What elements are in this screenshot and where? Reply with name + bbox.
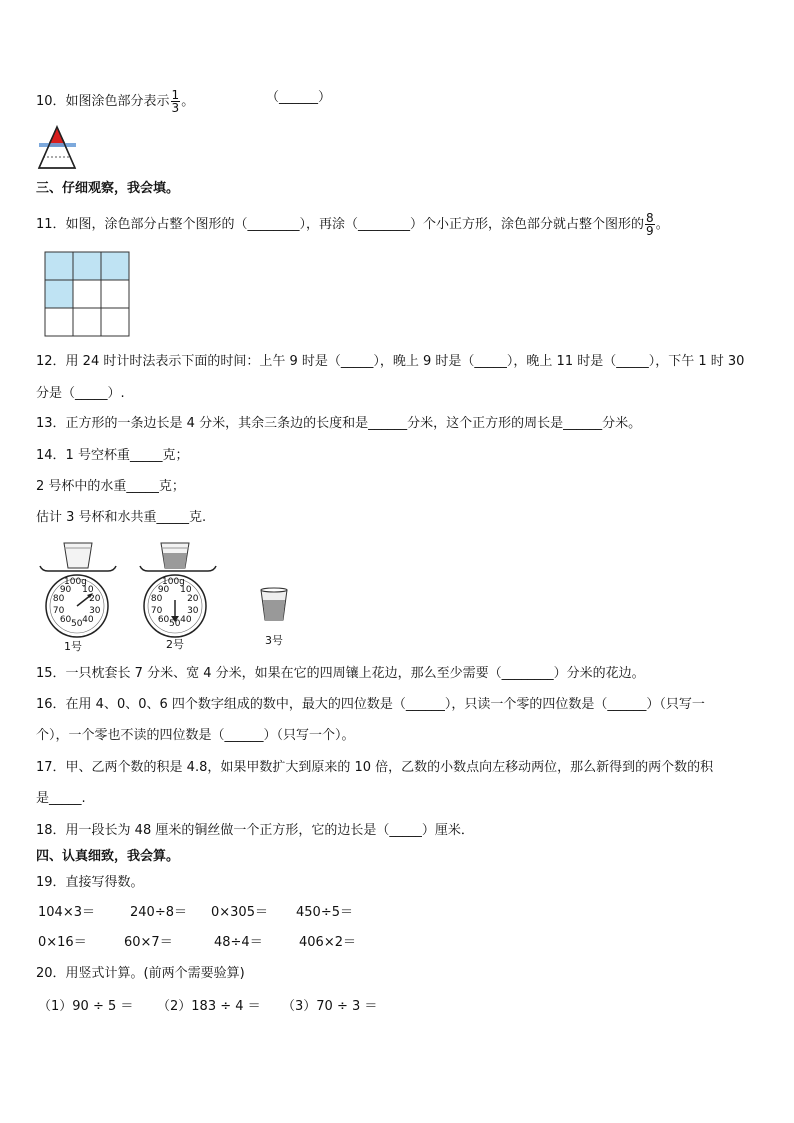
calc-item: 0×305＝: [211, 905, 268, 920]
q11-fraction: [645, 212, 655, 237]
grid-cell: [101, 308, 129, 336]
grid-cell: [73, 280, 101, 308]
calc-item: 406×2＝: [299, 935, 356, 950]
question-14-line3: 估计 3 号杯和水共重_____克.: [36, 510, 207, 525]
scale-2-label: 2号: [166, 638, 184, 651]
q11-suffix: 。: [655, 217, 669, 232]
calc-item: 240÷8＝: [130, 905, 187, 920]
grid-cell: [45, 308, 73, 336]
question-12-line2: 分是（_____）.: [36, 386, 125, 401]
frac-denominator: 3: [171, 101, 180, 115]
dial-tick-label: 20: [187, 594, 199, 605]
calc-item: 450÷5＝: [296, 905, 353, 920]
vertical-calc-item: （2）183 ÷ 4 ＝: [157, 999, 261, 1014]
question-10: [36, 89, 194, 114]
vertical-calc-item: （3）70 ÷ 3 ＝: [282, 999, 378, 1014]
grid-cell: [101, 252, 129, 280]
dial-tick-label: 50: [169, 619, 181, 629]
question-17-line1: 17．甲、乙两个数的积是 4.8，如果甲数扩大到原来的 10 倍，乙数的小数点向左移动两位，那么新得到的两个数的积: [36, 760, 714, 775]
calc-item: 60×7＝: [124, 935, 173, 950]
grid-cell: [101, 280, 129, 308]
question-15: 15．一只枕套长 7 分米、宽 4 分米，如果在它的四周镶上花边，那么至少需要（________）分米的花边。: [36, 666, 645, 681]
dial-tick-label: 50: [71, 619, 83, 629]
q10-suffix: 。: [181, 94, 195, 109]
q10-answer-blank[interactable]: （______）: [266, 90, 332, 105]
dial-tick-label: 30: [89, 605, 101, 616]
q11-text: 11．如图，涂色部分占整个图形的（________），再涂（________）个小正方形，涂色部分就占整个图形的: [36, 217, 645, 232]
question-16-line1: 16．在用 4、0、0、6 四个数字组成的数中，最大的四位数是（______），只读一个零的四位数是（______）（只写一: [36, 697, 705, 712]
dial-tick-label: 10: [82, 584, 94, 595]
question-17-line2: 是_____.: [36, 791, 86, 806]
cup-3-label: 3号: [265, 634, 283, 647]
grid-cell: [45, 252, 73, 280]
section-3-title: 三、仔细观察，我会填。: [36, 181, 180, 196]
question-14-line1: 14．1 号空杯重_____克；: [36, 448, 189, 463]
question-20-title: 20．用竖式计算。(前两个需要验算): [36, 966, 245, 981]
frac-numerator: 1: [171, 88, 180, 102]
question-11: [36, 212, 669, 237]
calc-item: 104×3＝: [38, 905, 95, 920]
q10-text: 10．如图涂色部分表示: [36, 94, 170, 109]
dial-tick-label: 60: [59, 615, 72, 626]
vertical-calc-item: （1）90 ÷ 5 ＝: [38, 999, 134, 1014]
question-16-line2: 个），一个零也不读的四位数是（______）（只写一个）。: [36, 728, 355, 743]
cup-3: [261, 588, 287, 620]
q10-fraction: [171, 89, 181, 114]
dial-tick-label: 60: [157, 615, 170, 626]
question-12-line1: 12．用 24 时计时法表示下面的时间：上午 9 时是（_____），晚上 9 时是（_____），晚上 11 时是（_____），下午 1 时 30: [36, 354, 745, 369]
dial-tick-label: 90: [157, 584, 170, 595]
scale-1-label: 1号: [64, 640, 82, 653]
dial-tick-label: 40: [180, 615, 192, 626]
grid-cell: [73, 252, 101, 280]
dial-tick-label: 70: [52, 605, 65, 616]
dial-tick-label: 80: [150, 594, 163, 605]
q10-figure: [36, 124, 82, 170]
calc-item: 0×16＝: [38, 935, 87, 950]
section-4-title: 四、认真细致，我会算。: [36, 849, 180, 864]
grid-cell: [73, 308, 101, 336]
q11-grid: [44, 251, 132, 339]
frac-numerator: 8: [646, 211, 654, 225]
question-13: 13．正方形的一条边长是 4 分米，其余三条边的长度和是______分米，这个正方形的周长是______分米。: [36, 416, 642, 431]
dial-tick-label: 90: [59, 584, 72, 595]
dial-tick-label: 10: [180, 584, 192, 595]
dial-tick-label: 40: [82, 615, 94, 626]
question-18: 18．用一段长为 48 厘米的铜丝做一个正方形，它的边长是（_____）厘米．: [36, 823, 474, 838]
dial-tick-label: 20: [89, 594, 101, 605]
scale1-dial-top: 100g: [64, 577, 87, 587]
dial-tick-label: 70: [150, 605, 163, 616]
grid-cell: [45, 280, 73, 308]
frac-denominator: 9: [646, 224, 654, 238]
question-19-title: 19．直接写得数。: [36, 875, 144, 890]
dial-tick-label: 30: [187, 605, 199, 616]
question-14-line2: 2 号杯中的水重_____克；: [36, 479, 185, 494]
dial-tick-label: 80: [52, 594, 65, 605]
calc-item: 48÷4＝: [214, 935, 263, 950]
scale2-dial-top: 100g: [162, 577, 185, 587]
